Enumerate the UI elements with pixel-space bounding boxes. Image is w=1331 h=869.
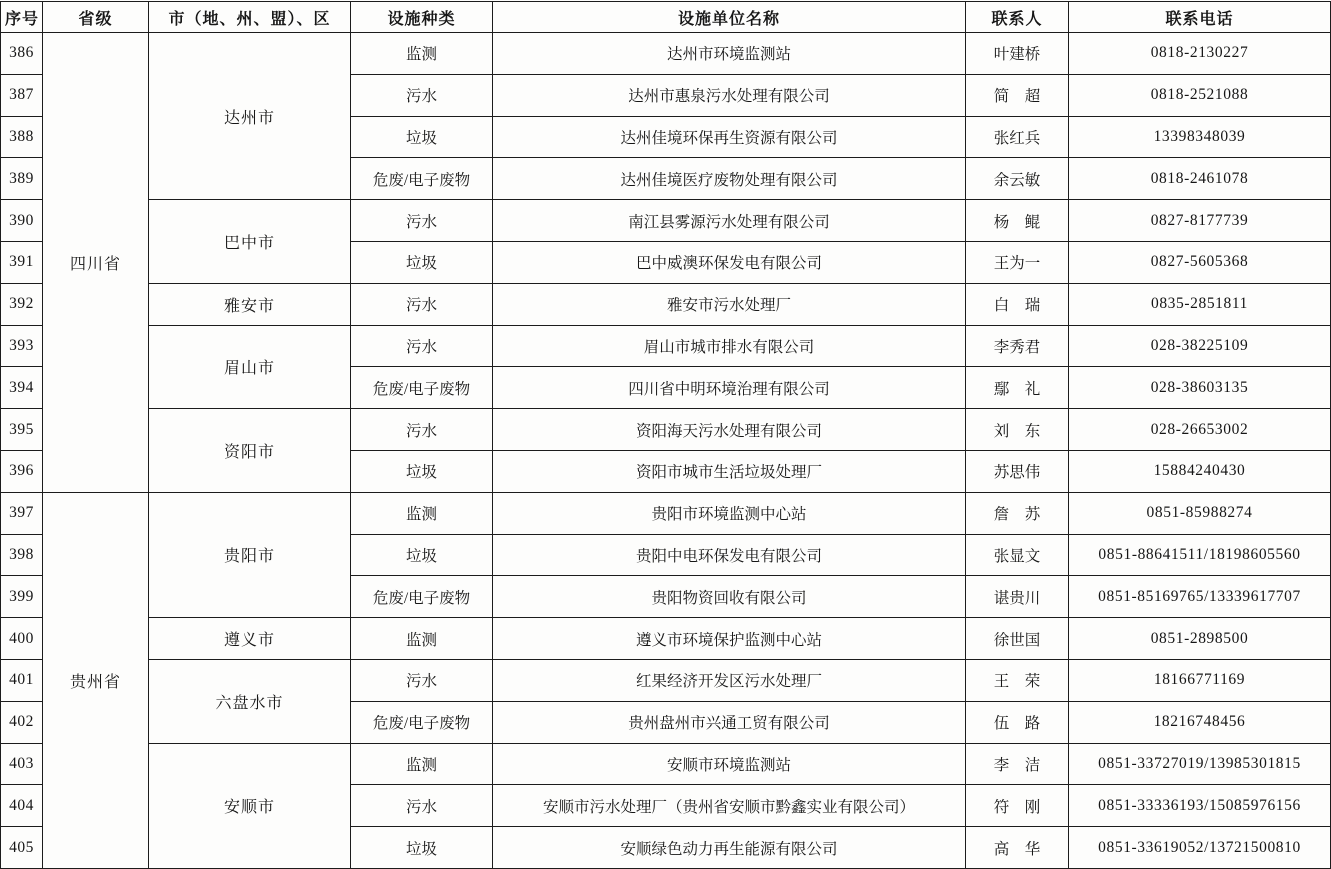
serial-cell: 405 — [1, 827, 43, 869]
header-name: 设施单位名称 — [493, 2, 966, 33]
table-row — [1, 325, 1331, 367]
type-cell: 垃圾 — [351, 450, 493, 492]
header-province: 省级 — [43, 2, 149, 33]
contact-cell: 余云敏 — [966, 158, 1069, 200]
city-cell: 达州市 — [149, 33, 351, 200]
phone-cell: 0835-2851811 — [1069, 283, 1331, 325]
serial-cell: 401 — [1, 659, 43, 701]
serial-cell: 387 — [1, 74, 43, 116]
name-cell: 安顺绿色动力再生能源有限公司 — [493, 827, 966, 869]
table-row — [1, 659, 1331, 701]
serial-cell: 392 — [1, 283, 43, 325]
type-cell: 污水 — [351, 325, 493, 367]
table-row — [1, 743, 1331, 785]
name-cell: 达州佳境医疗废物处理有限公司 — [493, 158, 966, 200]
contact-cell: 杨 鲲 — [966, 200, 1069, 242]
city-cell: 安顺市 — [149, 743, 351, 868]
phone-cell: 028-38225109 — [1069, 325, 1331, 367]
contact-cell: 伍 路 — [966, 701, 1069, 743]
name-cell: 巴中威澳环保发电有限公司 — [493, 241, 966, 283]
name-cell: 雅安市污水处理厂 — [493, 283, 966, 325]
city-cell: 贵阳市 — [149, 492, 351, 617]
name-cell: 达州市环境监测站 — [493, 33, 966, 75]
table-row — [1, 33, 1331, 75]
type-cell: 污水 — [351, 283, 493, 325]
contact-cell: 叶建桥 — [966, 33, 1069, 75]
name-cell: 贵阳物资回收有限公司 — [493, 576, 966, 618]
phone-cell: 0818-2130227 — [1069, 33, 1331, 75]
name-cell: 贵阳中电环保发电有限公司 — [493, 534, 966, 576]
contact-cell: 苏思伟 — [966, 450, 1069, 492]
type-cell: 监测 — [351, 743, 493, 785]
city-cell: 雅安市 — [149, 283, 351, 325]
header-row — [1, 2, 1331, 33]
serial-cell: 394 — [1, 367, 43, 409]
phone-cell: 13398348039 — [1069, 116, 1331, 158]
contact-cell: 符 刚 — [966, 785, 1069, 827]
contact-cell: 詹 苏 — [966, 492, 1069, 534]
name-cell: 资阳海天污水处理有限公司 — [493, 409, 966, 451]
serial-cell: 396 — [1, 450, 43, 492]
serial-cell: 398 — [1, 534, 43, 576]
contact-cell: 谌贵川 — [966, 576, 1069, 618]
contact-cell: 王 荣 — [966, 659, 1069, 701]
type-cell: 监测 — [351, 33, 493, 75]
contact-cell: 简 超 — [966, 74, 1069, 116]
table-row — [1, 283, 1331, 325]
header-serial: 序号 — [1, 2, 43, 33]
phone-cell: 18166771169 — [1069, 659, 1331, 701]
type-cell: 污水 — [351, 785, 493, 827]
phone-cell: 0851-85169765/13339617707 — [1069, 576, 1331, 618]
header-phone: 联系电话 — [1069, 2, 1331, 33]
name-cell: 遵义市环境保护监测中心站 — [493, 618, 966, 660]
serial-cell: 399 — [1, 576, 43, 618]
facility-contact-table — [0, 1, 1331, 869]
type-cell: 污水 — [351, 200, 493, 242]
name-cell: 四川省中明环境治理有限公司 — [493, 367, 966, 409]
phone-cell: 0851-88641511/18198605560 — [1069, 534, 1331, 576]
table-row — [1, 409, 1331, 451]
serial-cell: 403 — [1, 743, 43, 785]
phone-cell: 0851-33727019/13985301815 — [1069, 743, 1331, 785]
phone-cell: 15884240430 — [1069, 450, 1331, 492]
contact-cell: 李 洁 — [966, 743, 1069, 785]
contact-cell: 王为一 — [966, 241, 1069, 283]
city-cell: 巴中市 — [149, 200, 351, 284]
serial-cell: 402 — [1, 701, 43, 743]
name-cell: 资阳市城市生活垃圾处理厂 — [493, 450, 966, 492]
contact-cell: 高 华 — [966, 827, 1069, 869]
table-row — [1, 492, 1331, 534]
name-cell: 达州佳境环保再生资源有限公司 — [493, 116, 966, 158]
name-cell: 安顺市污水处理厂（贵州省安顺市黔鑫实业有限公司） — [493, 785, 966, 827]
serial-cell: 393 — [1, 325, 43, 367]
name-cell: 贵州盘州市兴通工贸有限公司 — [493, 701, 966, 743]
type-cell: 危废/电子废物 — [351, 576, 493, 618]
type-cell: 危废/电子废物 — [351, 367, 493, 409]
header-type: 设施种类 — [351, 2, 493, 33]
contact-cell: 李秀君 — [966, 325, 1069, 367]
name-cell: 安顺市环境监测站 — [493, 743, 966, 785]
contact-cell: 徐世国 — [966, 618, 1069, 660]
type-cell: 监测 — [351, 618, 493, 660]
serial-cell: 390 — [1, 200, 43, 242]
phone-cell: 0818-2461078 — [1069, 158, 1331, 200]
city-cell: 六盘水市 — [149, 659, 351, 743]
phone-cell: 0818-2521088 — [1069, 74, 1331, 116]
type-cell: 垃圾 — [351, 116, 493, 158]
header-city: 市（地、州、盟）、区 — [149, 2, 351, 33]
type-cell: 污水 — [351, 409, 493, 451]
serial-cell: 391 — [1, 241, 43, 283]
name-cell: 南江县雾源污水处理有限公司 — [493, 200, 966, 242]
phone-cell: 028-26653002 — [1069, 409, 1331, 451]
table-body — [1, 33, 1331, 869]
type-cell: 危废/电子废物 — [351, 701, 493, 743]
serial-cell: 404 — [1, 785, 43, 827]
type-cell: 垃圾 — [351, 827, 493, 869]
phone-cell: 18216748456 — [1069, 701, 1331, 743]
name-cell: 眉山市城市排水有限公司 — [493, 325, 966, 367]
name-cell: 贵阳市环境监测中心站 — [493, 492, 966, 534]
name-cell: 红果经济开发区污水处理厂 — [493, 659, 966, 701]
table-header — [1, 2, 1331, 33]
type-cell: 污水 — [351, 659, 493, 701]
city-cell: 眉山市 — [149, 325, 351, 409]
city-cell: 遵义市 — [149, 618, 351, 660]
table-row — [1, 618, 1331, 660]
table-row — [1, 200, 1331, 242]
phone-cell: 0827-5605368 — [1069, 241, 1331, 283]
contact-cell: 刘 东 — [966, 409, 1069, 451]
contact-cell: 张显文 — [966, 534, 1069, 576]
province-cell: 四川省 — [43, 33, 149, 493]
type-cell: 垃圾 — [351, 241, 493, 283]
name-cell: 达州市惠泉污水处理有限公司 — [493, 74, 966, 116]
phone-cell: 0851-2898500 — [1069, 618, 1331, 660]
contact-cell: 鄢 礼 — [966, 367, 1069, 409]
contact-cell: 张红兵 — [966, 116, 1069, 158]
contact-cell: 白 瑞 — [966, 283, 1069, 325]
serial-cell: 397 — [1, 492, 43, 534]
serial-cell: 400 — [1, 618, 43, 660]
city-cell: 资阳市 — [149, 409, 351, 493]
phone-cell: 0827-8177739 — [1069, 200, 1331, 242]
serial-cell: 395 — [1, 409, 43, 451]
serial-cell: 388 — [1, 116, 43, 158]
type-cell: 监测 — [351, 492, 493, 534]
phone-cell: 0851-33619052/13721500810 — [1069, 827, 1331, 869]
header-contact: 联系人 — [966, 2, 1069, 33]
phone-cell: 0851-85988274 — [1069, 492, 1331, 534]
type-cell: 污水 — [351, 74, 493, 116]
province-cell: 贵州省 — [43, 492, 149, 868]
serial-cell: 389 — [1, 158, 43, 200]
phone-cell: 0851-33336193/15085976156 — [1069, 785, 1331, 827]
serial-cell: 386 — [1, 33, 43, 75]
phone-cell: 028-38603135 — [1069, 367, 1331, 409]
type-cell: 危废/电子废物 — [351, 158, 493, 200]
type-cell: 垃圾 — [351, 534, 493, 576]
